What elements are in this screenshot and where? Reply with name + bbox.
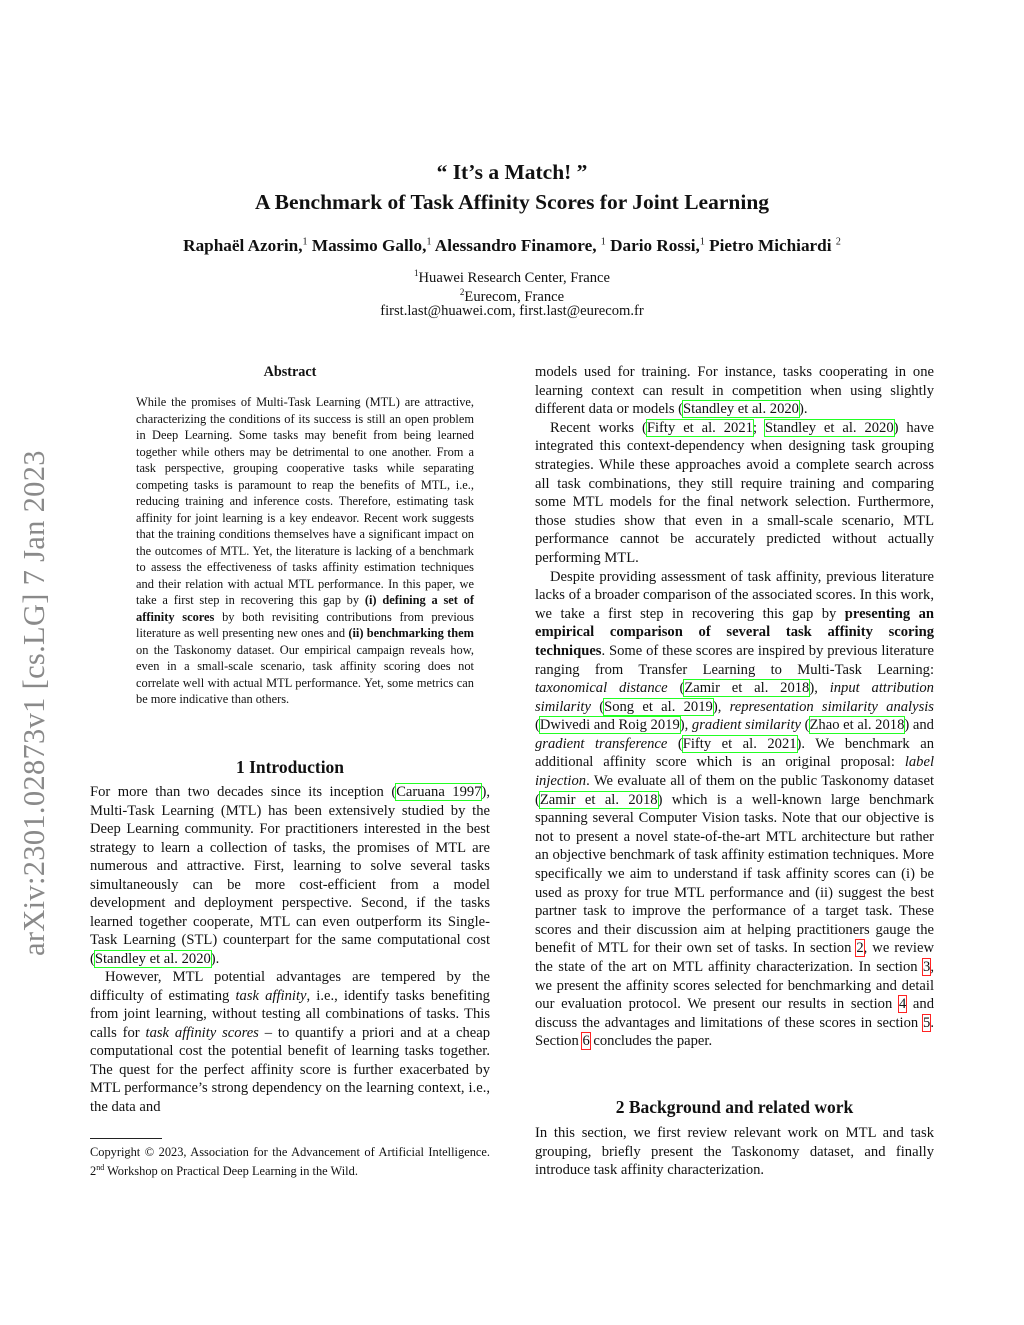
paragraph-text: ;	[752, 419, 765, 436]
author-name: Pietro Michiardi	[709, 236, 836, 255]
citation-link[interactable]: Zhao et al. 2018	[809, 717, 905, 734]
author-affiliation-mark: 1	[699, 236, 705, 248]
paragraph	[90, 968, 490, 1116]
title-line-2: A Benchmark of Task Affinity Scores for Joint Learning	[254, 190, 770, 214]
italic-term: input attribution similarity	[535, 680, 934, 715]
author-list	[0, 236, 1024, 256]
paragraph-text: ), Multi-Task Learning (MTL) has been extensively studied by the Deep Learning community. For practitioners interested in the best strategy to learn a collection of tasks, the promises of MTL are numerous and attractive. First, learning to solve several tasks simultaneously can be more cost-efficient from a model development and deployment perspective. Second, if the tasks learned together cooperate, MTL can even outperform its Single-Task Learning (STL) counterpart for the same computational cost (	[90, 784, 490, 967]
paragraph-text: (	[667, 680, 685, 697]
citation-link[interactable]: Fifty et al. 2021	[646, 419, 753, 436]
italic-term: task affinity	[235, 987, 307, 1004]
abstract-text: While the promises of Multi-Task Learning (MTL) are attractive, characterizing the conditions of its success is still an open problem in Deep Learning. Some tasks may benefit from being learned together while others may be detrimental to one another. From a task perspective, grouping cooperative tasks while separating competing tasks is paramount to reap the benefits of MTL, i.e., reducing training and inference costs. Therefore, estimating task affinity for joint learning is a key endeavor. Recent work suggests that the training conditions themselves have a significant impact on the outcomes of MTL. Yet, the literature is lacking of a benchmark to assess the effectiveness of tasks affinity estimation techniques and their relation with actual MTL performance. In this paper, we take a first step in recovering this gap by	[136, 395, 474, 607]
paper-title	[0, 158, 1024, 218]
abstract-text: by both revisiting contributions from previous literature as well presenting new ones and	[136, 609, 474, 640]
author-name: Alessandro Finamore,	[434, 236, 601, 255]
affiliation-mark: 1	[414, 268, 419, 278]
paragraph	[535, 568, 934, 1051]
italic-term: gradient similarity	[691, 717, 801, 734]
paragraph-text: For more than two decades since its inception (	[90, 784, 397, 800]
abstract-text: on the Taskonomy dataset. Our empirical campaign reveals how, even in a small-scale scenario, task affinity scoring does not correlate well with actual MTL performance. Yet, some metrics can be more indicative than others.	[136, 642, 474, 706]
paragraph-text: concludes the paper.	[589, 1033, 713, 1050]
paragraph-text: ).	[798, 401, 808, 418]
background-body	[535, 1124, 934, 1180]
introduction-body	[90, 783, 490, 1116]
abstract-body	[136, 394, 474, 708]
paragraph-text: . We evaluate all of them on the public Taskonomy dataset (	[535, 773, 934, 808]
footnote-rule	[90, 1138, 162, 1139]
paragraph-text: ) and	[904, 717, 934, 734]
author-affiliation-mark: 2	[835, 236, 841, 248]
paragraph-text: , we review the state of the art on MTL affinity characterization. In section	[535, 940, 934, 975]
paragraph-text: However, MTL potential advantages are tempered by the difficulty of estimating	[90, 969, 490, 1004]
citation-link[interactable]: Standley et al. 2020	[94, 950, 211, 967]
title-line-1: “ It’s a Match! ”	[436, 160, 588, 184]
paragraph-text: . Section	[535, 1014, 934, 1050]
citation-link[interactable]: Standley et al. 2020	[683, 401, 799, 418]
paragraph-text: Despite providing assessment of task affinity, previous literature lacks of a broader comparison of the associated scores. In this work, we take a first step in recovering this gap by	[535, 568, 934, 622]
citation-link[interactable]: Zamir et al. 2018	[684, 680, 810, 697]
paragraph-text: ).	[210, 950, 220, 967]
italic-term: label injection	[535, 754, 934, 790]
abstract-bold: (i) defining a set of affinity scores	[136, 593, 474, 624]
author-name: Raphaël Azorin,	[183, 236, 303, 255]
paragraph-text: (	[667, 735, 683, 752]
paragraph-text: ),	[809, 680, 830, 697]
email-text: first.last@huawei.com, first.last@eurecom.fr	[380, 303, 644, 319]
citation-link[interactable]: Zamir et al. 2018	[539, 791, 658, 808]
bold-text: presenting an empirical comparison of several task affinity scoring techniques	[535, 605, 934, 659]
paragraph-text: (	[535, 717, 540, 734]
abstract-heading: Abstract	[263, 364, 317, 380]
italic-term: representation similarity analysis	[729, 698, 934, 715]
paragraph-text: ),	[679, 717, 692, 734]
citation-link[interactable]: Dwivedi and Roig 2019	[539, 717, 680, 734]
paragraph	[535, 363, 934, 419]
italic-term: taxonomical distance	[535, 680, 668, 697]
section-reference-link[interactable]: 5	[923, 1014, 931, 1031]
footnote-text: Copyright © 2023, Association for the Advancement of Artificial Intelligence. 2	[90, 1145, 490, 1179]
paragraph-text: ) which is a well-known large benchmark spanning several Computer Vision tasks. Note that our objective is not to present a novel state-of-the-art MTL architecture but rather an objective benchmark of task affinity estimation techniques. More specifically we aim to understand if task affinity scores can (i) be used as proxy for true MTL performance and (ii) suggest the best partner task to improve the performance of a target task. These scores and their discussion aim at helping practitioners gauge the benefit of MTL for their own set of tasks. In section	[535, 791, 934, 957]
arxiv-stamp: arXiv:2301.02873v1 [cs.LG] 7 Jan 2023	[17, 450, 51, 956]
affiliation-mark: 2	[459, 287, 465, 297]
citation-link[interactable]: Standley et al. 2020	[764, 419, 894, 436]
paragraph	[535, 419, 934, 568]
paragraph-text: (	[590, 698, 605, 715]
footnote-text: Workshop on Practical Deep Learning in the Wild.	[104, 1164, 358, 1179]
author-name: Dario Rossi,	[610, 236, 700, 255]
author-name: Massimo Gallo,	[311, 236, 427, 255]
italic-term: task affinity scores	[145, 1024, 259, 1041]
section-reference-link[interactable]: 6	[582, 1033, 590, 1050]
affiliation-emails	[0, 302, 1024, 321]
paragraph-text: . Some of these scores are inspired by previous literature ranging from Transfer Learning to Multi-Task Learning:	[535, 642, 934, 678]
italic-term: gradient transference	[535, 735, 668, 752]
paragraph-text: models used for training. For instance, tasks cooperating in one learning context can result in competition when using slightly different data or models (	[535, 364, 934, 418]
paragraph-text: , we present the affinity scores selected for benchmarking and detail our evaluation protocol. We present our results in section	[535, 959, 934, 1013]
paragraph-text: , i.e., identify tasks benefiting from joint learning, without testing all combinations of tasks. This calls for	[90, 987, 490, 1041]
paragraph-text: – to quantify a priori and at a cheap computational cost the potential benefit of learning tasks together. The quest for the perfect affinity score is further exacerbated by MTL performance’s strong dependency on the learning context, i.e., the data and	[90, 1024, 491, 1115]
section-reference-link[interactable]: 2	[856, 940, 864, 957]
paragraph-text: ). We benchmark an additional affinity score which is an original proposal:	[535, 735, 934, 771]
affiliation-text: Eurecom, France	[464, 288, 565, 305]
paragraph-text: ) have integrated this context-dependency when designing task grouping strategies. While these approaches avoid a complete search across all task combinations, they still require training and comparing some MTL models for the final network selection. Furthermore, those studies show that even in a small-scale scenario, MTL performance cannot be accurately predicted without actually performing MTL.	[535, 419, 934, 566]
section-reference-link[interactable]: 4	[898, 996, 907, 1013]
copyright-footnote	[90, 1144, 490, 1179]
citation-link[interactable]: Fifty et al. 2021	[682, 735, 797, 752]
footnote-superscript: nd	[96, 1163, 105, 1172]
paragraph-text: Recent works (	[550, 419, 647, 436]
paragraph-text: and discuss the advantages and limitations of these scores in section	[535, 996, 934, 1031]
author-affiliation-mark: 1	[302, 236, 308, 248]
section-heading-introduction: 1 Introduction	[235, 757, 345, 777]
section-heading-background: 2 Background and related work	[615, 1097, 854, 1117]
paragraph-text: (	[800, 717, 810, 734]
abstract-bold: (ii) benchmarking them	[348, 626, 474, 640]
right-column-body	[535, 363, 934, 1051]
affiliation-text: Huawei Research Center, France	[418, 269, 610, 286]
author-affiliation-mark: 1	[600, 236, 606, 248]
paragraph: In this section, we first review relevant work on MTL and task grouping, briefly present the Taskonomy dataset, and finally introduce task affinity characterization.	[535, 1125, 934, 1179]
section-reference-link[interactable]: 3	[923, 959, 931, 975]
citation-link[interactable]: Song et al. 2019	[604, 698, 713, 715]
citation-link[interactable]: Caruana 1997	[396, 784, 482, 800]
paragraph	[90, 783, 490, 968]
paragraph-text: ),	[712, 698, 730, 715]
author-affiliation-mark: 1	[426, 236, 432, 248]
